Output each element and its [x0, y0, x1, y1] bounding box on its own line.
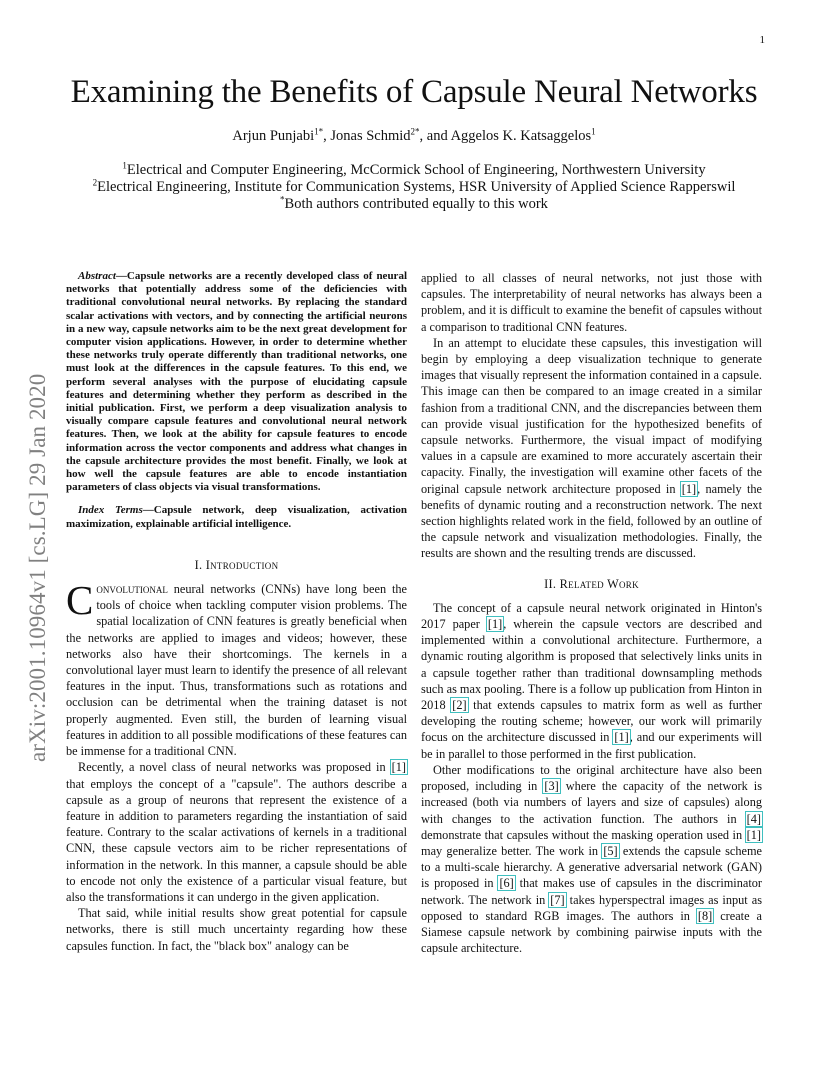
author-affiliation-mark: 2* [410, 126, 420, 137]
related-work-paragraph-1 [421, 600, 762, 762]
abstract-text: —Capsule networks are a recently developed class of neural networks that potentially address some of the deficiencies with traditional convolutional neural networks. By replacing the standard scalar activations with vectors, and by connecting the artificial neurons in a new way, capsule networks aim to be the next great development for computer vision applications. However, in order to determine whether these networks truly operate differently than traditional networks, one must look at the differences in the capsule features. To this end, we perform several analyses with the purpose of elucidating capsule features and determining whether they perform as described in the initial publication. First, we perform a deep visualization analysis to visually compare capsule features and convolutional neural network features. Then, we look at the ability for capsule features to encode information across the vector components and address what changes in the capsule architecture provides the most benefit. Finally, we look at how well the capsule features are able to encode instantiation parameters of class objects via visual transformations. [66, 270, 407, 494]
author-name: Arjun Punjabi [232, 128, 315, 144]
citation-link[interactable]: [7] [550, 892, 565, 907]
intro-paragraph-2 [66, 759, 407, 905]
section-numeral: II. [544, 576, 560, 591]
intro-paragraph-5 [421, 335, 762, 562]
paragraph-text: that extends capsules to matrix form as well as further developing the routing scheme; however, our work will primarily focus on the architecture discussed in [421, 698, 763, 745]
paragraph-text: that makes use of capsules in the discriminator network. The network in [421, 876, 762, 907]
citation-link[interactable]: [1] [746, 827, 761, 842]
section-title: Introduction [205, 557, 279, 572]
affiliations [0, 162, 828, 213]
paper-title: Examining the Benefits of Capsule Neural Networks [70, 74, 758, 110]
paragraph-text: takes hyperspectral images as input as opposed to standard RGB images. The authors in [421, 892, 762, 923]
affiliation-mark: 1 [122, 160, 127, 171]
section-heading-introduction [66, 557, 407, 573]
note-text: Both authors contributed equally to this work [284, 196, 548, 212]
paragraph-text: extends the capsule scheme to a multi-scale hierarchy. A generative adversarial network (GAN) is proposed in [421, 843, 762, 891]
page-number: 1 [759, 34, 765, 46]
intro-paragraph-4: applied to all classes of neural networks, not just those with capsules. The interpretability of neural networks has always been a problem, and it is difficult to examine the benefit of capsules without a comparison to traditional CNN features. [421, 271, 762, 334]
note-mark: * [280, 194, 285, 205]
affiliation-text: Electrical Engineering, Institute for Communication Systems, HSR University of Applied Science Rapperswil [97, 179, 736, 195]
drop-cap: C [66, 577, 94, 624]
citation-link[interactable]: [2] [452, 698, 467, 713]
index-terms-label: Index Terms [78, 504, 143, 517]
affiliation-mark: 2 [92, 177, 98, 188]
section-heading-related-work [421, 576, 762, 592]
paragraph-text: create a Siamese capsule network by combining pairwise inputs with the capsule architecture. [421, 908, 762, 956]
paragraph-text: The concept of a capsule neural network originated in Hinton's 2017 paper [421, 600, 762, 632]
intro-paragraph-1 [66, 577, 407, 759]
arxiv-stamp: arXiv:2001.10964v1 [cs.LG] 29 Jan 2020 [25, 373, 50, 762]
related-work-paragraph-2 [421, 762, 762, 956]
paragraph-text: may generalize better. The work in [421, 843, 603, 858]
left-column [66, 270, 407, 954]
first-word: onvolutional [96, 582, 168, 597]
paragraph-text: In an attempt to elucidate these capsules, this investigation will begin by employing a deep visualization technique to generate images that visually represent the information contained in a capsule. This image can then be compared to an image created in a similar fashion from a traditional CNN, and the discrepancies between them can provide visual justification for the hypothesized benefits of capsule networks. Furthermore, the visual impact of modifying values in a capsule are examined to more accurately ascertain their capacity. Finally, the investigation will examine other facets of the original capsule network architecture proposed in [421, 335, 762, 496]
paragraph-text: Other modifications to the original architecture have also been proposed, including in [421, 762, 762, 794]
citation-link[interactable]: [6] [499, 876, 514, 891]
author-name: Aggelos K. Katsaggelos [450, 128, 592, 144]
affiliation-text: Electrical and Computer Engineering, McCormick School of Engineering, Northwestern University [126, 162, 706, 178]
author-separator: , [323, 128, 331, 144]
equal-contribution-note [0, 196, 828, 213]
affiliation-1 [0, 162, 828, 179]
citation-link[interactable]: [3] [544, 779, 559, 794]
author-separator: , and [419, 128, 451, 144]
section-numeral: I. [194, 557, 206, 572]
section-title: Related Work [559, 576, 639, 591]
paragraph-text: that employs the concept of a "capsule". The authors describe a capsule as a group of neurons that represent the existence of a feature in addition to parameters regarding the instantiation of said feature. Contrary to the scalar activations of kernels in a traditional CNN, these capsule vectors aim to be richer representations of information in the network. In this manner, a capsule should be able to encode not only the existence of a particular visual feature, but also the transformations it can undergo in the given application. [66, 776, 407, 904]
paragraph-text: , wherein the capsule vectors are described and implemented within a convolutional architecture. Furthermore, a dynamic routing algorithm is proposed that selectively links units in a capsule together rather than traditional downsampling methods such as max pooling. There is a follow up publication from Hinton in 2018 [421, 617, 762, 713]
paragraph-text: , namely the benefits of dynamic routing and a reconstruction network. The next section highlights related work in the field, followed by an outline of the capsule network and visualization methodologies. Finally, the results are shown and the resulting trends are discussed. [421, 481, 762, 561]
citation-link[interactable]: [1] [487, 617, 503, 632]
intro-paragraph-3: That said, while initial results show great potential for capsule networks, there is still much uncertainty regarding how these capsules function. In fact, the "black box" analogy can be [66, 906, 407, 953]
paragraph-text: where the capacity of the network is increased (both via numbers of layers and size of capsules) along with changes to the activation function. The authors in [421, 779, 762, 826]
citation-link[interactable]: [1] [391, 760, 406, 775]
paragraph-text: neural networks (CNNs) have long been the tools of choice when tackling computer vision problems. The spatial localization of CNN features is greatly beneficial when the networks are applied to images and videos; however, these networks also have their shortcomings. The kernels in a convolutional layer must learn to identify the presence of all relevant features in the input. Thus, transformations such as rotations and occlusion can be detrimental when the training dataset is not properly augmented. Even still, the burden of learning visual features in addition to all possible modifications of these features can be immense for a traditional CNN. [66, 582, 407, 759]
citation-link[interactable]: [1] [614, 730, 629, 745]
abstract-label: Abstract [78, 270, 116, 282]
right-column [421, 270, 762, 956]
author-affiliation-mark: 1 [591, 126, 596, 137]
author-affiliation-mark: 1* [314, 126, 324, 137]
citation-link[interactable]: [1] [681, 481, 697, 496]
paragraph-text: , and our experiments will be in parallel to those performed in the first publication. [421, 730, 762, 761]
abstract [66, 270, 407, 494]
citation-link[interactable]: [8] [697, 908, 713, 923]
index-terms-text: —Capsule network, deep visualization, activation maximization, explainable artificial intelligence. [66, 504, 407, 530]
author-list [0, 128, 828, 145]
author-name: Jonas Schmid [330, 128, 411, 144]
citation-link[interactable]: [4] [746, 811, 761, 826]
paragraph-text: Recently, a novel class of neural networks was proposed in [78, 760, 391, 775]
paragraph-text: demonstrate that capsules without the masking operation used in [421, 827, 746, 842]
citation-link[interactable]: [5] [603, 843, 618, 858]
affiliation-2 [0, 179, 828, 196]
index-terms [66, 504, 407, 530]
